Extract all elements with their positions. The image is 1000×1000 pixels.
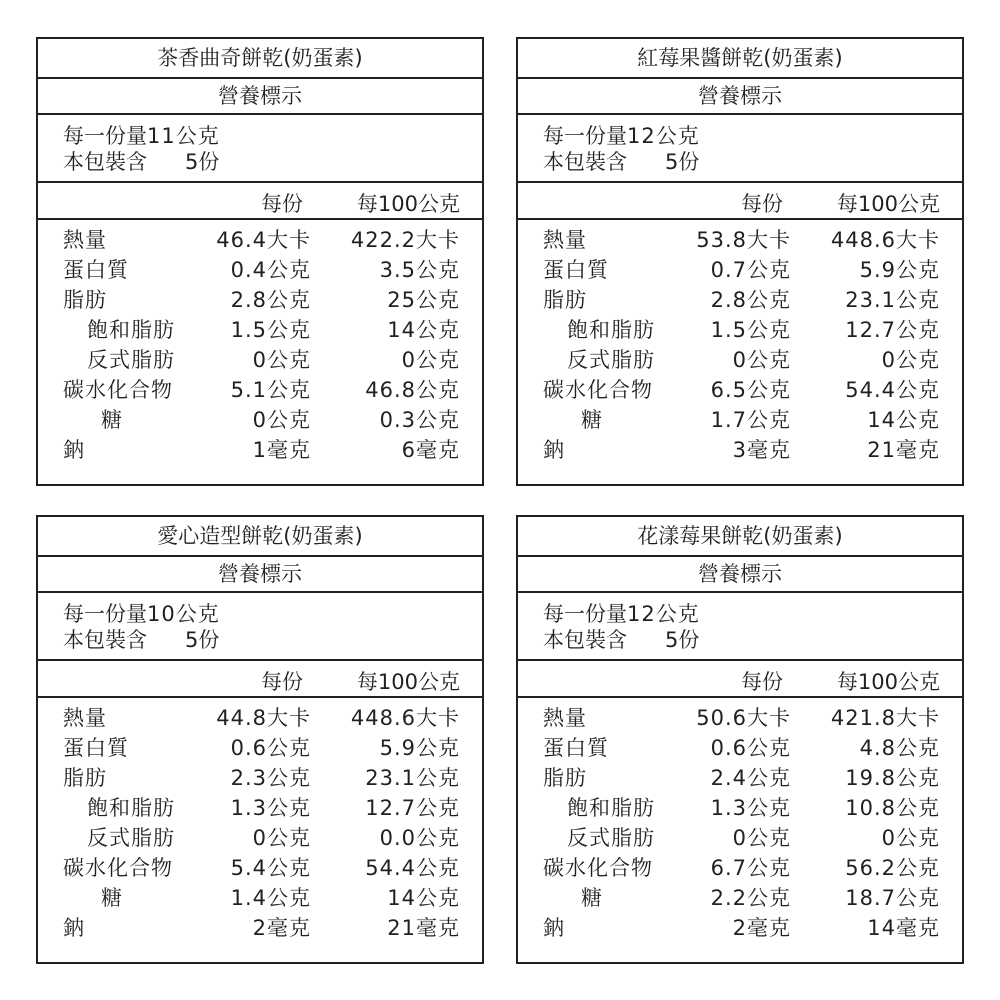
nutrient-per-serving: 5.1公克: [230, 378, 311, 402]
nutrient-per-100g: 14公克: [867, 408, 940, 432]
nutrient-name: 飽和脂肪: [87, 318, 175, 342]
servings-per-package-line: [543, 627, 962, 653]
nutrient-per-serving: 1.7公克: [710, 408, 791, 432]
nutrient-per-serving: 2毫克: [732, 916, 791, 940]
nutrient-name: 熱量: [543, 706, 587, 730]
nutrient-name: 碳水化合物: [63, 856, 173, 880]
nutrient-per-100g: 448.6大卡: [350, 706, 460, 730]
nutrient-name: 蛋白質: [543, 258, 609, 282]
nutrient-per-100g: 5.9公克: [379, 736, 460, 760]
nutrient-name: 反式脂肪: [87, 348, 175, 372]
column-headers: [38, 661, 482, 698]
serving-size-value: 12公克: [627, 602, 700, 626]
nutrition-label-heading: 營養標示: [38, 557, 482, 593]
nutrient-name: 蛋白質: [63, 258, 129, 282]
nutrient-per-100g: 0公克: [401, 348, 460, 372]
nutrient-row-fat: [38, 763, 482, 793]
nutrient-name: 飽和脂肪: [87, 796, 175, 820]
nutrient-per-serving: 6.5公克: [710, 378, 791, 402]
nutrient-row-carbohydrate: [38, 375, 482, 405]
nutrient-row-sodium: [38, 913, 482, 943]
servings-per-package-line: [543, 149, 962, 175]
nutrient-per-100g: 23.1公克: [365, 766, 460, 790]
nutrient-row-fat: [518, 285, 962, 315]
serving-size-line: [63, 123, 482, 149]
nutrient-per-serving: 50.6大卡: [696, 706, 791, 730]
nutrient-per-100g: 56.2公克: [845, 856, 940, 880]
nutrient-per-serving: 44.8大卡: [216, 706, 311, 730]
nutrient-per-100g: 0公克: [881, 826, 940, 850]
serving-size-value: 11公克: [147, 124, 220, 148]
servings-per-package-line: [63, 149, 482, 175]
nutrient-name: 反式脂肪: [87, 826, 175, 850]
nutrient-name: 糖: [581, 886, 603, 910]
nutrient-per-serving: 1.5公克: [710, 318, 791, 342]
nutrient-per-serving: 46.4大卡: [216, 228, 311, 252]
nutrient-per-serving: 0公克: [252, 408, 311, 432]
nutrient-name: 熱量: [63, 706, 107, 730]
nutrient-per-100g: 421.8大卡: [830, 706, 940, 730]
nutrient-per-serving: 1.4公克: [230, 886, 311, 910]
serving-info: [38, 115, 482, 183]
nutrient-name: 蛋白質: [543, 736, 609, 760]
nutrient-row-energy: [38, 225, 482, 255]
nutrient-per-serving: 0公克: [732, 826, 791, 850]
nutrient-row-trans-fat: [38, 345, 482, 375]
nutrient-per-100g: 12.7公克: [845, 318, 940, 342]
nutrient-row-fat: [38, 285, 482, 315]
servings-per-package-value: 5份: [665, 628, 700, 652]
nutrient-per-serving: 0.6公克: [230, 736, 311, 760]
nutrient-row-energy: [518, 703, 962, 733]
nutrient-name: 鈉: [543, 438, 565, 462]
nutrient-per-100g: 6毫克: [401, 438, 460, 462]
nutrient-per-serving: 3毫克: [732, 438, 791, 462]
column-header-per-100g: 每100公克: [356, 670, 460, 694]
nutrient-per-serving: 0.4公克: [230, 258, 311, 282]
nutrient-name: 反式脂肪: [567, 826, 655, 850]
nutrient-name: 脂肪: [543, 288, 587, 312]
nutrient-per-100g: 21毫克: [867, 438, 940, 462]
nutrient-name: 熱量: [543, 228, 587, 252]
column-header-per-100g: 每100公克: [836, 192, 940, 216]
nutrient-row-carbohydrate: [518, 375, 962, 405]
nutrient-name: 鈉: [63, 916, 85, 940]
nutrient-row-energy: [518, 225, 962, 255]
nutrient-per-100g: 23.1公克: [845, 288, 940, 312]
nutrient-name: 蛋白質: [63, 736, 129, 760]
nutrient-per-serving: 6.7公克: [710, 856, 791, 880]
column-headers: [38, 183, 482, 220]
nutrient-per-serving: 0公克: [252, 348, 311, 372]
serving-info: [518, 115, 962, 183]
nutrient-row-saturated-fat: [38, 793, 482, 823]
nutrient-per-serving: 2.2公克: [710, 886, 791, 910]
column-header-per-serving: 每份: [261, 192, 303, 216]
servings-per-package-value: 5份: [665, 150, 700, 174]
serving-size-label: 每一份量: [543, 124, 627, 148]
nutrient-row-sugar: [38, 883, 482, 913]
serving-size-label: 每一份量: [543, 602, 627, 626]
nutrient-name: 飽和脂肪: [567, 318, 655, 342]
serving-size-label: 每一份量: [63, 124, 147, 148]
servings-per-package-label: 本包裝含: [63, 628, 147, 652]
product-title: 茶香曲奇餅乾(奶蛋素): [38, 39, 482, 79]
column-header-per-100g: 每100公克: [836, 670, 940, 694]
nutrition-panel: [516, 37, 964, 486]
serving-size-line: [63, 601, 482, 627]
nutrient-table: [518, 220, 962, 483]
nutrient-row-sodium: [38, 435, 482, 465]
nutrient-per-100g: 19.8公克: [845, 766, 940, 790]
column-headers: [518, 661, 962, 698]
nutrient-row-sugar: [518, 883, 962, 913]
nutrient-table: [38, 698, 482, 961]
nutrient-per-serving: 0.7公克: [710, 258, 791, 282]
nutrition-label-heading: 營養標示: [518, 79, 962, 115]
nutrition-panel: [36, 37, 484, 486]
product-title: 紅莓果醬餅乾(奶蛋素): [518, 39, 962, 79]
nutrient-row-saturated-fat: [38, 315, 482, 345]
nutrient-row-energy: [38, 703, 482, 733]
nutrient-row-trans-fat: [38, 823, 482, 853]
nutrient-row-saturated-fat: [518, 315, 962, 345]
nutrient-per-100g: 14毫克: [867, 916, 940, 940]
nutrient-row-protein: [518, 733, 962, 763]
column-header-per-serving: 每份: [741, 192, 783, 216]
nutrient-per-serving: 5.4公克: [230, 856, 311, 880]
nutrient-row-protein: [38, 255, 482, 285]
nutrient-per-serving: 2毫克: [252, 916, 311, 940]
serving-info: [38, 593, 482, 661]
nutrition-panel: [36, 515, 484, 964]
serving-info: [518, 593, 962, 661]
nutrient-row-trans-fat: [518, 823, 962, 853]
column-header-per-serving: 每份: [261, 670, 303, 694]
serving-size-label: 每一份量: [63, 602, 147, 626]
servings-per-package-value: 5份: [185, 150, 220, 174]
nutrient-per-100g: 18.7公克: [845, 886, 940, 910]
nutrient-row-protein: [518, 255, 962, 285]
nutrient-table: [518, 698, 962, 961]
serving-size-value: 10公克: [147, 602, 220, 626]
nutrient-name: 鈉: [63, 438, 85, 462]
nutrient-per-100g: 0.3公克: [379, 408, 460, 432]
nutrient-name: 熱量: [63, 228, 107, 252]
product-title: 愛心造型餅乾(奶蛋素): [38, 517, 482, 557]
servings-per-package-label: 本包裝含: [543, 150, 627, 174]
nutrient-per-serving: 2.3公克: [230, 766, 311, 790]
nutrient-name: 脂肪: [63, 766, 107, 790]
nutrient-per-100g: 422.2大卡: [350, 228, 460, 252]
nutrient-row-protein: [38, 733, 482, 763]
nutrient-per-100g: 12.7公克: [365, 796, 460, 820]
nutrient-per-100g: 0.0公克: [379, 826, 460, 850]
nutrient-per-100g: 5.9公克: [859, 258, 940, 282]
servings-per-package-label: 本包裝含: [63, 150, 147, 174]
nutrient-per-serving: 0公克: [252, 826, 311, 850]
serving-size-line: [543, 123, 962, 149]
nutrient-per-serving: 2.8公克: [710, 288, 791, 312]
nutrient-name: 糖: [101, 408, 123, 432]
nutrition-label-heading: 營養標示: [518, 557, 962, 593]
nutrient-row-sugar: [518, 405, 962, 435]
nutrient-per-100g: 4.8公克: [859, 736, 940, 760]
nutrient-per-serving: 2.8公克: [230, 288, 311, 312]
column-header-per-100g: 每100公克: [356, 192, 460, 216]
nutrient-per-serving: 1.3公克: [230, 796, 311, 820]
nutrient-per-serving: 53.8大卡: [696, 228, 791, 252]
nutrition-label-heading: 營養標示: [38, 79, 482, 115]
nutrient-row-saturated-fat: [518, 793, 962, 823]
nutrient-per-100g: 448.6大卡: [830, 228, 940, 252]
nutrient-per-serving: 1毫克: [252, 438, 311, 462]
nutrient-row-sodium: [518, 435, 962, 465]
column-header-per-serving: 每份: [741, 670, 783, 694]
nutrient-per-100g: 10.8公克: [845, 796, 940, 820]
servings-per-package-label: 本包裝含: [543, 628, 627, 652]
nutrient-per-serving: 0.6公克: [710, 736, 791, 760]
product-title: 花漾莓果餅乾(奶蛋素): [518, 517, 962, 557]
nutrient-name: 糖: [101, 886, 123, 910]
nutrient-name: 飽和脂肪: [567, 796, 655, 820]
nutrient-row-sodium: [518, 913, 962, 943]
nutrient-per-100g: 3.5公克: [379, 258, 460, 282]
nutrient-per-100g: 14公克: [387, 318, 460, 342]
nutrition-panel: [516, 515, 964, 964]
nutrient-per-100g: 14公克: [387, 886, 460, 910]
serving-size-line: [543, 601, 962, 627]
nutrient-name: 脂肪: [543, 766, 587, 790]
nutrient-name: 碳水化合物: [63, 378, 173, 402]
nutrient-per-serving: 2.4公克: [710, 766, 791, 790]
nutrient-per-100g: 46.8公克: [365, 378, 460, 402]
nutrient-row-fat: [518, 763, 962, 793]
nutrient-per-serving: 0公克: [732, 348, 791, 372]
nutrient-per-100g: 54.4公克: [845, 378, 940, 402]
nutrient-name: 鈉: [543, 916, 565, 940]
servings-per-package-value: 5份: [185, 628, 220, 652]
column-headers: [518, 183, 962, 220]
nutrient-table: [38, 220, 482, 483]
nutrient-name: 脂肪: [63, 288, 107, 312]
nutrient-per-100g: 0公克: [881, 348, 940, 372]
nutrient-name: 碳水化合物: [543, 856, 653, 880]
nutrient-per-serving: 1.5公克: [230, 318, 311, 342]
nutrient-row-carbohydrate: [518, 853, 962, 883]
nutrient-name: 反式脂肪: [567, 348, 655, 372]
nutrient-name: 碳水化合物: [543, 378, 653, 402]
nutrient-name: 糖: [581, 408, 603, 432]
nutrient-row-sugar: [38, 405, 482, 435]
nutrient-row-carbohydrate: [38, 853, 482, 883]
nutrient-row-trans-fat: [518, 345, 962, 375]
nutrient-per-100g: 21毫克: [387, 916, 460, 940]
nutrient-per-100g: 25公克: [387, 288, 460, 312]
servings-per-package-line: [63, 627, 482, 653]
nutrient-per-100g: 54.4公克: [365, 856, 460, 880]
serving-size-value: 12公克: [627, 124, 700, 148]
nutrient-per-serving: 1.3公克: [710, 796, 791, 820]
